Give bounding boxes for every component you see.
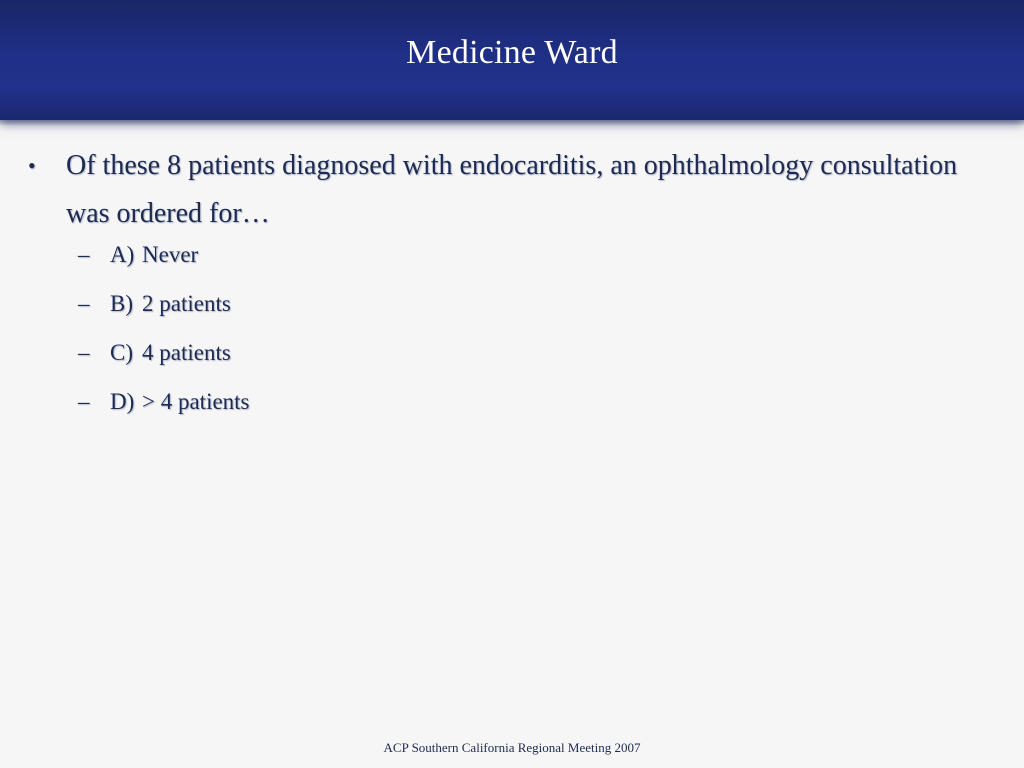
question-text: Of these 8 patients diagnosed with endocarditis, an ophthalmology consultation was ordered for… bbox=[66, 150, 958, 229]
option-letter: D) bbox=[110, 389, 135, 414]
option-a bbox=[78, 242, 988, 291]
bullet-icon: • bbox=[28, 153, 36, 178]
dash-icon: – bbox=[78, 389, 90, 414]
option-b bbox=[78, 291, 988, 340]
option-text: > 4 patients bbox=[142, 389, 250, 414]
option-c bbox=[78, 340, 988, 389]
option-d bbox=[78, 389, 988, 438]
option-letter: B) bbox=[110, 291, 133, 316]
slide-title: Medicine Ward bbox=[406, 34, 618, 71]
slide-content bbox=[28, 142, 988, 438]
option-text: 4 patients bbox=[142, 340, 231, 365]
option-letter: A) bbox=[110, 242, 135, 267]
option-text: 2 patients bbox=[142, 291, 231, 316]
dash-icon: – bbox=[78, 242, 90, 267]
main-bullet bbox=[28, 142, 988, 238]
slide-footer: ACP Southern California Regional Meeting 2007 bbox=[383, 740, 641, 755]
option-text: Never bbox=[142, 242, 199, 267]
dash-icon: – bbox=[78, 340, 90, 365]
dash-icon: – bbox=[78, 291, 90, 316]
answer-options bbox=[28, 242, 988, 438]
option-letter: C) bbox=[110, 340, 133, 365]
header-bar bbox=[0, 0, 1024, 120]
